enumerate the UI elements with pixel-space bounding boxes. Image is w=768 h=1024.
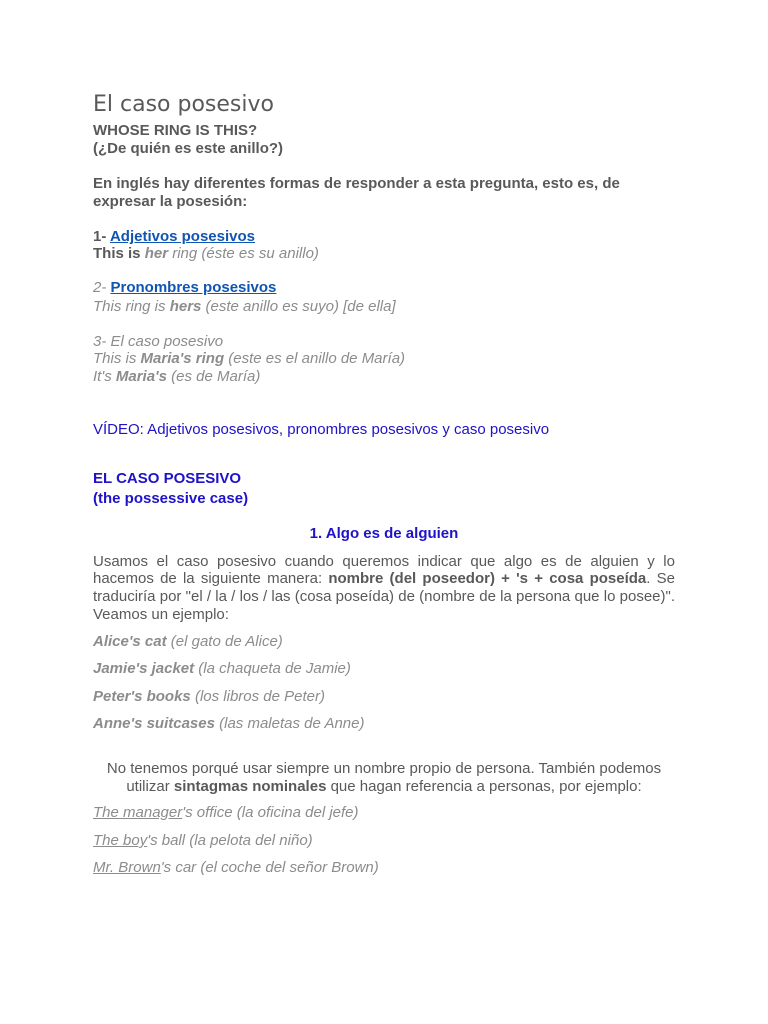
case-subtitle: (the possessive case) bbox=[93, 490, 249, 507]
nominal-phrase: Mr. Brown bbox=[93, 859, 161, 876]
section-1-example bbox=[93, 245, 319, 263]
example-translation: (este anillo es suyo) [de ella] bbox=[201, 298, 396, 315]
example-keyword: Maria's bbox=[115, 368, 167, 385]
example-translation: (es de María) bbox=[166, 368, 261, 385]
example-prefix: This ring is bbox=[93, 298, 170, 315]
example-translation: (este es el anillo de María) bbox=[224, 350, 406, 367]
example-possessive: Anne's suitcases bbox=[93, 715, 215, 732]
section-3-example-1 bbox=[93, 350, 405, 368]
section-2-heading bbox=[93, 279, 276, 297]
section-2-number: 2- bbox=[93, 279, 111, 296]
example-keyword: hers bbox=[169, 298, 202, 315]
intro-line-1: En inglés hay diferentes formas de responder a esta pregunta, esto es, de bbox=[93, 175, 620, 192]
example-item bbox=[93, 688, 325, 706]
nominal-phrase: The manager bbox=[93, 804, 183, 821]
question-spanish: (¿De quién es este anillo?) bbox=[93, 140, 284, 157]
example-translation: (los libros de Peter) bbox=[190, 688, 325, 705]
nominal-example bbox=[93, 804, 359, 822]
page-title: El caso posesivo bbox=[93, 92, 274, 117]
paragraph-1-line-2 bbox=[93, 570, 675, 588]
section-1-heading bbox=[93, 228, 255, 246]
case-title: EL CASO POSESIVO bbox=[93, 470, 242, 487]
adjetivos-posesivos-link[interactable]: Adjetivos posesivos bbox=[109, 228, 256, 245]
example-possessive: Alice's cat bbox=[93, 633, 167, 650]
intro-line-2: expresar la posesión: bbox=[93, 193, 248, 210]
example-translation: 's ball (la pelota del niño) bbox=[147, 832, 313, 849]
paragraph-2-line-2 bbox=[93, 778, 675, 796]
example-prefix: This is bbox=[93, 350, 141, 367]
section-3-example-2 bbox=[93, 368, 260, 386]
question-english: WHOSE RING IS THIS? bbox=[93, 122, 258, 139]
example-prefix: This is bbox=[93, 245, 145, 262]
section-1-number: 1- bbox=[93, 228, 110, 245]
nominal-phrase: The boy bbox=[93, 832, 148, 849]
example-keyword: Maria's ring bbox=[140, 350, 225, 367]
paragraph-1-line-1: Usamos el caso posesivo cuando queremos indicar que algo es de alguien y lo bbox=[93, 553, 675, 570]
example-item bbox=[93, 633, 283, 651]
formula-text: nombre (del poseedor) + 's + cosa poseída bbox=[328, 570, 647, 587]
example-possessive: Jamie's jacket bbox=[93, 660, 195, 677]
key-term: sintagmas nominales bbox=[173, 778, 327, 795]
example-translation: ring (éste es su anillo) bbox=[168, 245, 319, 262]
example-translation: 's car (el coche del señor Brown) bbox=[160, 859, 379, 876]
nominal-example bbox=[93, 832, 313, 850]
example-translation: (las maletas de Anne) bbox=[214, 715, 365, 732]
paragraph-1-line-3: traduciría por "el / la / los / las (cosa poseída) de (nombre de la persona que lo posee)". bbox=[93, 588, 675, 605]
example-keyword: her bbox=[144, 245, 169, 262]
text-run: utilizar bbox=[126, 778, 174, 795]
example-item bbox=[93, 715, 365, 733]
example-translation: (el gato de Alice) bbox=[166, 633, 283, 650]
paragraph-2-line-1: No tenemos porqué usar siempre un nombre propio de persona. También podemos bbox=[106, 760, 662, 777]
section-3-heading: 3- El caso posesivo bbox=[93, 333, 224, 350]
text-run: . Se bbox=[646, 570, 676, 587]
example-item bbox=[93, 660, 351, 678]
paragraph-1-line-4: Veamos un ejemplo: bbox=[93, 606, 229, 623]
text-run: hacemos de la siguiente manera: bbox=[93, 570, 329, 587]
section-algo-es-de-alguien-title: 1. Algo es de alguien bbox=[309, 525, 459, 542]
pronombres-posesivos-link[interactable]: Pronombres posesivos bbox=[110, 279, 277, 296]
video-line: VÍDEO: Adjetivos posesivos, pronombres posesivos y caso posesivo bbox=[93, 421, 550, 438]
nominal-example bbox=[93, 859, 379, 877]
example-possessive: Peter's books bbox=[93, 688, 191, 705]
text-run: que hagan referencia a personas, por ejemplo: bbox=[326, 778, 642, 795]
example-translation: 's office (la oficina del jefe) bbox=[182, 804, 359, 821]
example-prefix: It's bbox=[93, 368, 116, 385]
example-translation: (la chaqueta de Jamie) bbox=[194, 660, 351, 677]
section-2-example bbox=[93, 298, 396, 316]
